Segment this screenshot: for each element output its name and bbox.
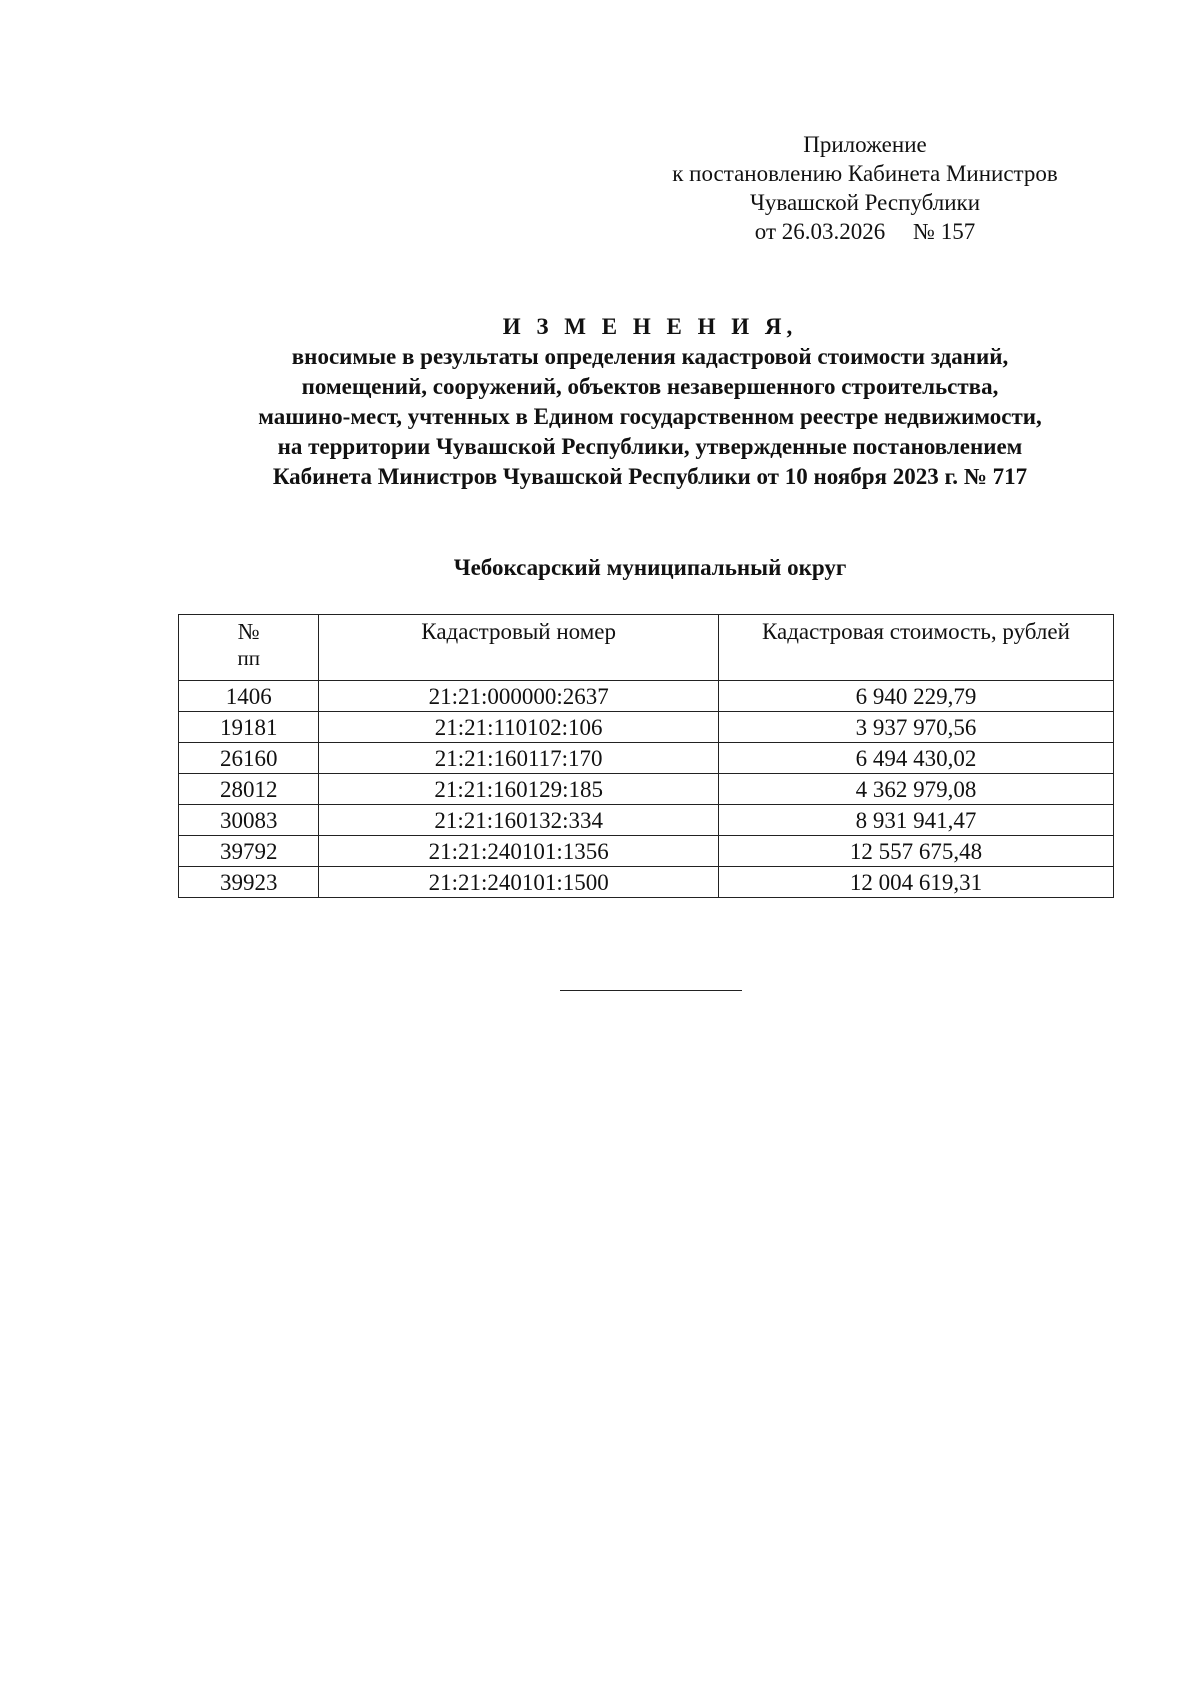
header-cadastral-number: Кадастровый номер bbox=[319, 615, 718, 681]
header-cadastral-value: Кадастровая стоимость, рублей bbox=[718, 615, 1113, 681]
row-number: 1406 bbox=[179, 681, 319, 712]
row-cadastral-value: 12 557 675,48 bbox=[718, 836, 1113, 867]
title-subtitle bbox=[100, 342, 1200, 492]
table-row bbox=[179, 774, 1114, 805]
appendix-date-line bbox=[640, 217, 1090, 246]
row-cadastral-number: 21:21:240101:1500 bbox=[319, 867, 718, 898]
row-cadastral-value: 8 931 941,47 bbox=[718, 805, 1113, 836]
appendix-resolution-ref: к постановлению Кабинета Министров bbox=[672, 161, 1058, 186]
header-number-pp: пп bbox=[237, 646, 260, 670]
district-heading: Чебоксарский муниципальный округ bbox=[453, 555, 847, 580]
appendix-header bbox=[640, 130, 1090, 246]
table-header-row bbox=[179, 615, 1114, 681]
appendix-republic: Чувашской Республики bbox=[749, 190, 981, 215]
table-row bbox=[179, 805, 1114, 836]
row-cadastral-value: 6 494 430,02 bbox=[718, 743, 1113, 774]
row-number: 30083 bbox=[179, 805, 319, 836]
table-row bbox=[179, 743, 1114, 774]
title-line: на территории Чувашской Республики, утвержденные постановлением bbox=[277, 434, 1023, 459]
row-number: 26160 bbox=[179, 743, 319, 774]
table-row bbox=[179, 867, 1114, 898]
row-cadastral-number: 21:21:110102:106 bbox=[319, 712, 718, 743]
header-number-symbol: № bbox=[237, 619, 260, 644]
row-cadastral-value: 12 004 619,31 bbox=[718, 867, 1113, 898]
document-end-rule bbox=[560, 990, 742, 991]
row-cadastral-number: 21:21:000000:2637 bbox=[319, 681, 718, 712]
table-row bbox=[179, 836, 1114, 867]
table-row bbox=[179, 681, 1114, 712]
appendix-label: Приложение bbox=[803, 132, 927, 157]
appendix-date: от 26.03.2026 bbox=[754, 219, 886, 244]
row-cadastral-number: 21:21:160117:170 bbox=[319, 743, 718, 774]
row-cadastral-value: 6 940 229,79 bbox=[718, 681, 1113, 712]
row-number: 19181 bbox=[179, 712, 319, 743]
title-heading: И З М Е Н Е Н И Я, bbox=[502, 314, 798, 339]
row-cadastral-number: 21:21:240101:1356 bbox=[319, 836, 718, 867]
table-row bbox=[179, 712, 1114, 743]
row-cadastral-number: 21:21:160132:334 bbox=[319, 805, 718, 836]
title-line: помещений, сооружений, объектов незавершенного строительства, bbox=[301, 374, 999, 399]
document-title bbox=[100, 312, 1200, 492]
row-cadastral-value: 3 937 970,56 bbox=[718, 712, 1113, 743]
appendix-number: № 157 bbox=[913, 219, 976, 244]
row-cadastral-value: 4 362 979,08 bbox=[718, 774, 1113, 805]
title-line: машино-мест, учтенных в Едином государственном реестре недвижимости, bbox=[258, 404, 1042, 429]
header-number bbox=[179, 615, 319, 681]
row-number: 28012 bbox=[179, 774, 319, 805]
title-line: вносимые в результаты определения кадастровой стоимости зданий, bbox=[291, 344, 1009, 369]
cadastral-table bbox=[178, 614, 1114, 898]
row-cadastral-number: 21:21:160129:185 bbox=[319, 774, 718, 805]
row-number: 39792 bbox=[179, 836, 319, 867]
title-line: Кабинета Министров Чувашской Республики от 10 ноября 2023 г. № 717 bbox=[272, 464, 1028, 489]
row-number: 39923 bbox=[179, 867, 319, 898]
